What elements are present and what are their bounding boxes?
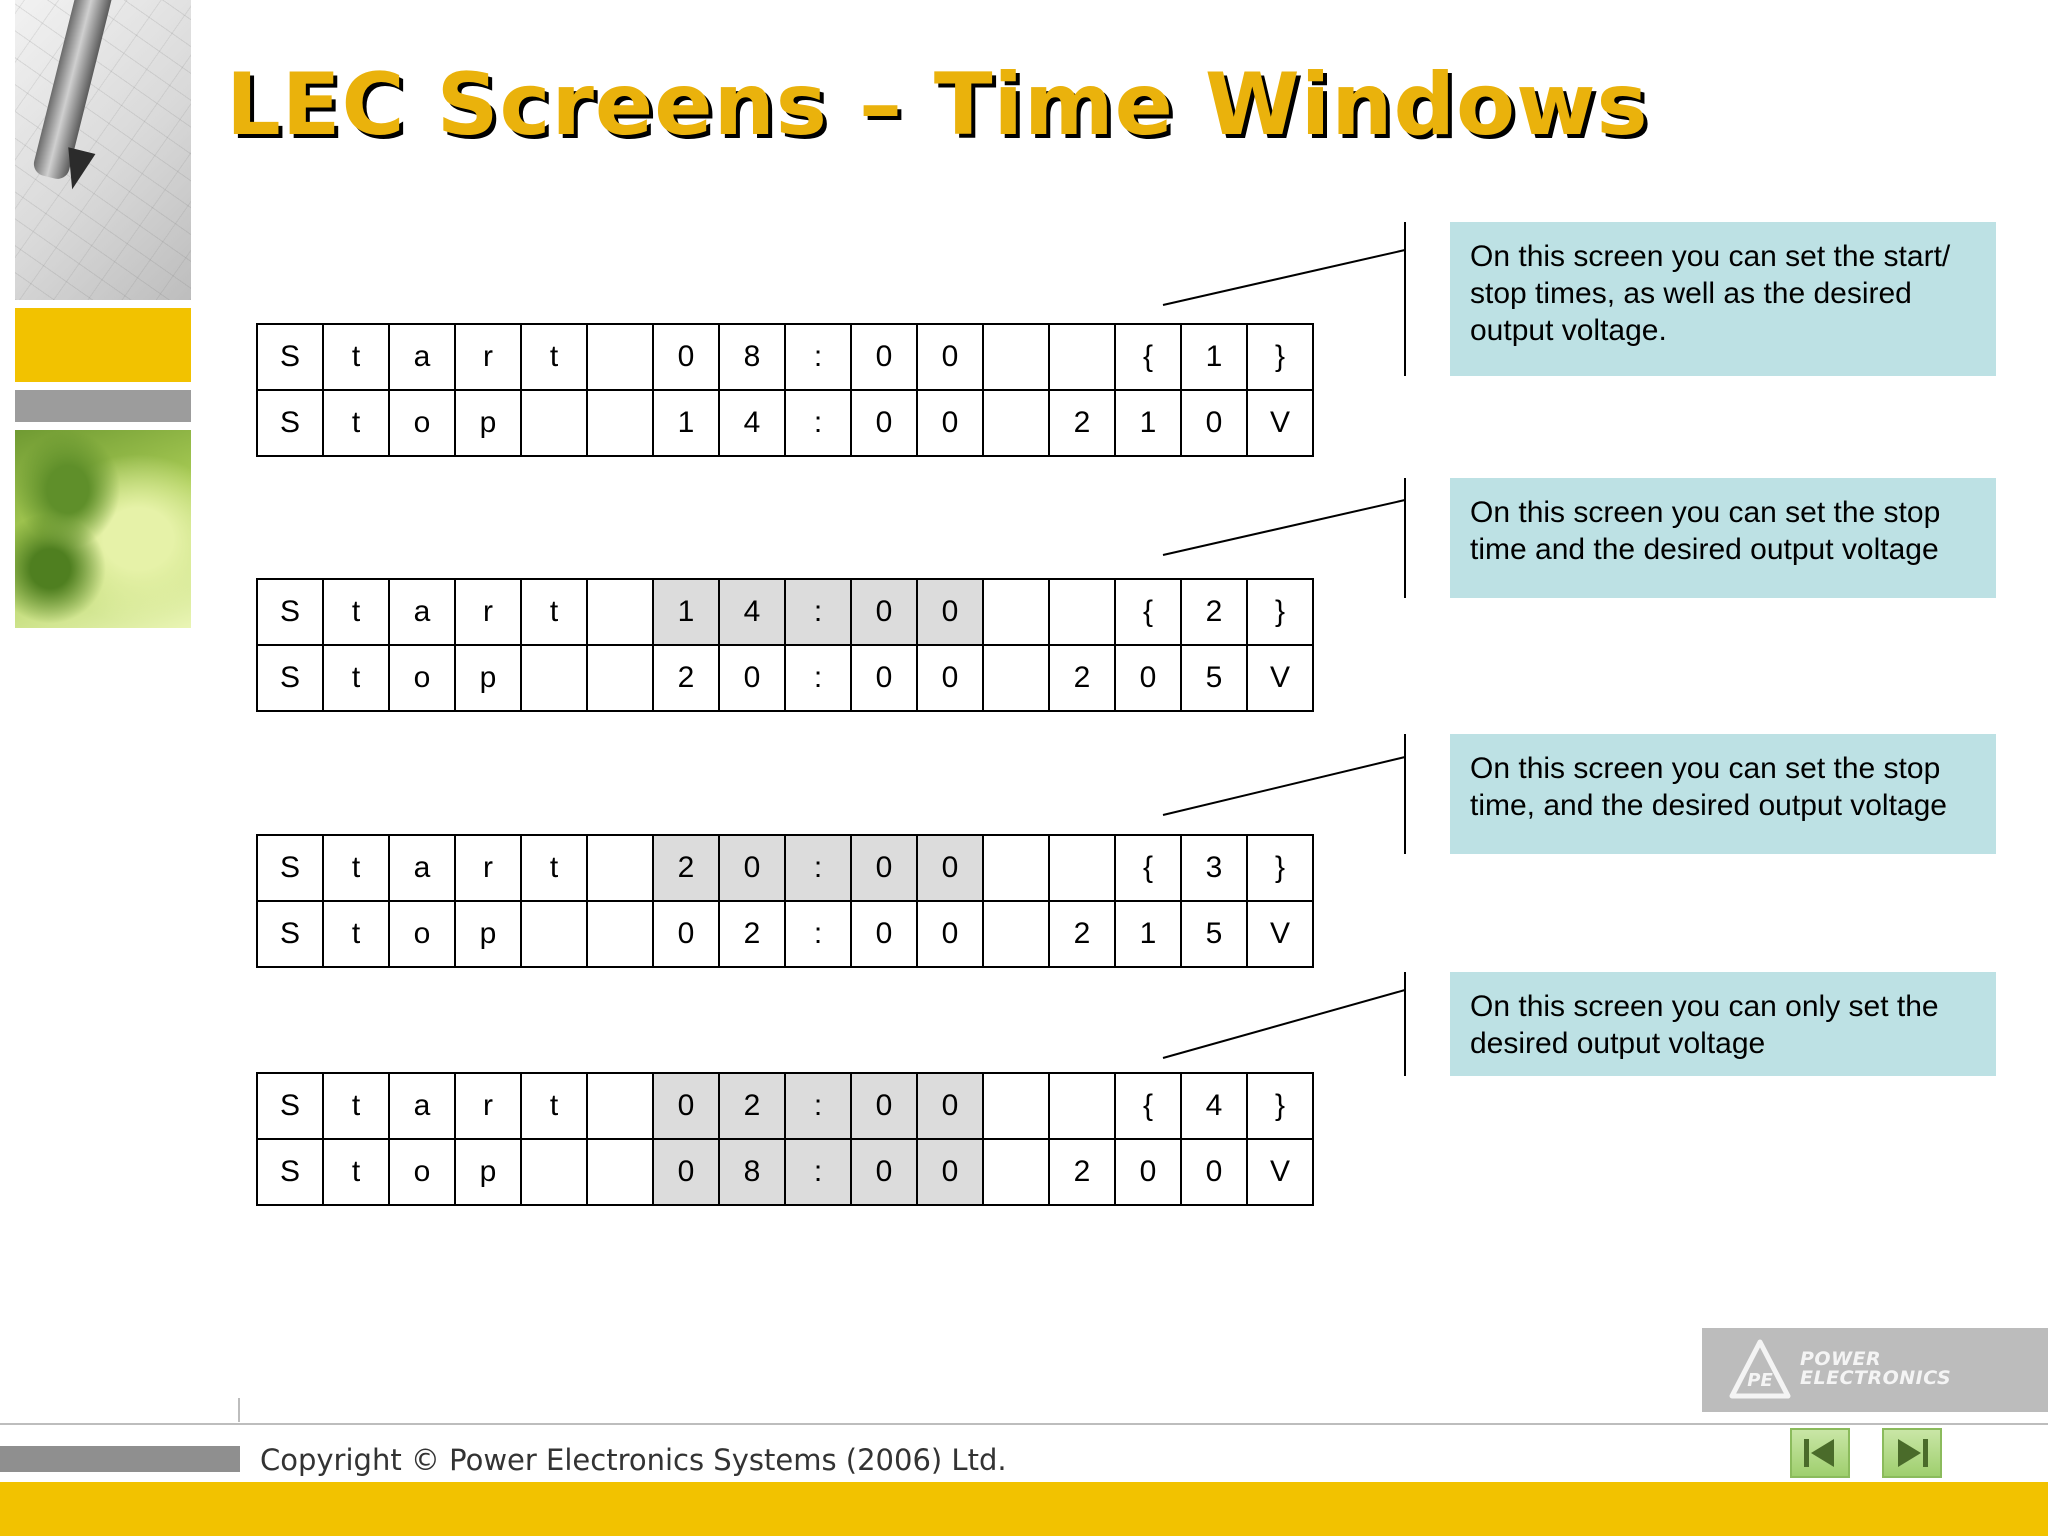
lcd-cell: 0: [851, 835, 917, 901]
lcd-cell: :: [785, 1073, 851, 1139]
lcd-cell: a: [389, 1073, 455, 1139]
lcd-cell: t: [521, 579, 587, 645]
lcd-cell: a: [389, 835, 455, 901]
lcd-cell: [587, 390, 653, 456]
lcd-cell: :: [785, 835, 851, 901]
lcd-cell: 5: [1181, 645, 1247, 711]
lcd-screen-3: [256, 834, 1314, 968]
lcd-cell: [521, 901, 587, 967]
lcd-row: [257, 390, 1313, 456]
lcd-cell: 0: [653, 1073, 719, 1139]
lcd-cell: 8: [719, 1139, 785, 1205]
lcd-cell: r: [455, 835, 521, 901]
lcd-cell: [983, 1073, 1049, 1139]
lcd-cell: [587, 324, 653, 390]
callout-bracket-1: [1404, 222, 1406, 376]
lcd-cell: 0: [917, 579, 983, 645]
lcd-cell: [587, 645, 653, 711]
lcd-cell: 1: [653, 390, 719, 456]
lcd-screen-1: [256, 323, 1314, 457]
lcd-cell: [983, 1139, 1049, 1205]
lcd-cell: t: [323, 579, 389, 645]
lcd-cell: V: [1247, 645, 1313, 711]
lcd-cell: 1: [1181, 324, 1247, 390]
lcd-cell: 2: [1049, 645, 1115, 711]
lcd-cell: V: [1247, 901, 1313, 967]
lcd-cell: t: [323, 901, 389, 967]
lcd-cell: a: [389, 324, 455, 390]
lcd-cell: p: [455, 901, 521, 967]
lcd-cell: S: [257, 390, 323, 456]
lcd-cell: 2: [653, 645, 719, 711]
lcd-cell: [1049, 324, 1115, 390]
lcd-cell: [587, 835, 653, 901]
lcd-cell: :: [785, 579, 851, 645]
footer-yellow-band: [0, 1482, 2048, 1536]
lcd-cell: S: [257, 835, 323, 901]
lcd-cell: 0: [851, 901, 917, 967]
lcd-cell: t: [323, 1073, 389, 1139]
note-screen-3: On this screen you can set the stop time, and the desired output voltage: [1450, 734, 1996, 854]
lcd-cell: p: [455, 1139, 521, 1205]
lcd-row: [257, 1073, 1313, 1139]
lcd-cell: {: [1115, 835, 1181, 901]
lcd-cell: [1049, 835, 1115, 901]
lcd-cell: 0: [851, 645, 917, 711]
lcd-cell: 0: [851, 579, 917, 645]
lcd-cell: }: [1247, 835, 1313, 901]
note-screen-1: On this screen you can set the start/ stop times, as well as the desired output voltage.: [1450, 222, 1996, 376]
skip-back-icon: [1792, 1430, 1848, 1476]
lcd-cell: 0: [917, 645, 983, 711]
lcd-cell: 4: [719, 579, 785, 645]
note-screen-2: On this screen you can set the stop time and the desired output voltage: [1450, 478, 1996, 598]
copyright-text: Copyright © Power Electronics Systems (2006) Ltd.: [260, 1443, 1007, 1477]
lcd-cell: :: [785, 390, 851, 456]
lcd-cell: :: [785, 1139, 851, 1205]
lcd-cell: V: [1247, 1139, 1313, 1205]
lcd-cell: 2: [1049, 390, 1115, 456]
next-slide-button[interactable]: [1882, 1428, 1942, 1478]
lcd-cell: {: [1115, 1073, 1181, 1139]
lcd-cell: [587, 579, 653, 645]
lcd-cell: t: [323, 645, 389, 711]
lcd-cell: 0: [1181, 390, 1247, 456]
lcd-cell: 2: [719, 901, 785, 967]
lcd-cell: [983, 324, 1049, 390]
lcd-screen-2: [256, 578, 1314, 712]
lcd-cell: r: [455, 579, 521, 645]
previous-slide-button[interactable]: [1790, 1428, 1850, 1478]
lcd-cell: p: [455, 645, 521, 711]
lcd-cell: r: [455, 324, 521, 390]
lcd-cell: [521, 645, 587, 711]
lcd-cell: S: [257, 1073, 323, 1139]
lcd-cell: 0: [917, 901, 983, 967]
lcd-cell: t: [323, 324, 389, 390]
lcd-cell: 0: [917, 324, 983, 390]
lcd-cell: S: [257, 324, 323, 390]
lcd-cell: 0: [719, 835, 785, 901]
lcd-cell: 0: [1115, 1139, 1181, 1205]
lcd-cell: o: [389, 1139, 455, 1205]
lcd-cell: [1049, 579, 1115, 645]
lcd-cell: 0: [653, 901, 719, 967]
lcd-cell: 0: [851, 1139, 917, 1205]
lcd-cell: S: [257, 901, 323, 967]
lcd-cell: [521, 390, 587, 456]
lcd-row: [257, 579, 1313, 645]
lcd-cell: {: [1115, 324, 1181, 390]
logo-mark-icon: [1728, 1338, 1792, 1402]
footer-tick: [238, 1398, 240, 1422]
lcd-cell: S: [257, 579, 323, 645]
lcd-cell: t: [521, 835, 587, 901]
lcd-cell: :: [785, 645, 851, 711]
lcd-cell: V: [1247, 390, 1313, 456]
lcd-cell: t: [323, 390, 389, 456]
lcd-cell: [983, 645, 1049, 711]
lcd-cell: o: [389, 901, 455, 967]
lcd-cell: 2: [1181, 579, 1247, 645]
lcd-row: [257, 1139, 1313, 1205]
lcd-cell: p: [455, 390, 521, 456]
lcd-cell: a: [389, 579, 455, 645]
lcd-cell: 0: [851, 390, 917, 456]
lcd-cell: 0: [917, 390, 983, 456]
lcd-cell: 1: [1115, 901, 1181, 967]
lcd-cell: 2: [653, 835, 719, 901]
lcd-cell: 5: [1181, 901, 1247, 967]
lcd-cell: 0: [917, 1139, 983, 1205]
lcd-cell: [521, 1139, 587, 1205]
logo-text: [1800, 1350, 1951, 1388]
callout-bracket-4: [1404, 972, 1406, 1076]
lcd-cell: 4: [719, 390, 785, 456]
footer-gray-bar: [0, 1446, 240, 1472]
lcd-cell: {: [1115, 579, 1181, 645]
company-logo: [1702, 1328, 2048, 1412]
lcd-cell: 0: [851, 324, 917, 390]
lcd-cell: 0: [653, 1139, 719, 1205]
lcd-cell: t: [323, 1139, 389, 1205]
lcd-cell: t: [521, 1073, 587, 1139]
lcd-cell: o: [389, 645, 455, 711]
lcd-cell: 0: [653, 324, 719, 390]
skip-forward-icon: [1884, 1430, 1940, 1476]
lcd-cell: 1: [1115, 390, 1181, 456]
lcd-cell: 1: [653, 579, 719, 645]
logo-line-2: ELECTRONICS: [1800, 1367, 1952, 1389]
callout-bracket-3: [1404, 734, 1406, 854]
lcd-cell: 0: [1181, 1139, 1247, 1205]
lcd-cell: [587, 901, 653, 967]
lcd-cell: [983, 835, 1049, 901]
svg-text:PE: PE: [1747, 1370, 1773, 1391]
lcd-cell: 2: [1049, 1139, 1115, 1205]
footer-divider: [0, 1423, 2048, 1425]
lcd-cell: :: [785, 901, 851, 967]
lcd-row: [257, 901, 1313, 967]
lcd-cell: 0: [719, 645, 785, 711]
lcd-cell: :: [785, 324, 851, 390]
lcd-cell: r: [455, 1073, 521, 1139]
lcd-cell: 2: [719, 1073, 785, 1139]
lcd-cell: }: [1247, 579, 1313, 645]
lcd-row: [257, 835, 1313, 901]
lcd-cell: [983, 901, 1049, 967]
lcd-cell: [1049, 1073, 1115, 1139]
lcd-cell: 3: [1181, 835, 1247, 901]
lcd-screen-4: [256, 1072, 1314, 1206]
lcd-row: [257, 324, 1313, 390]
lcd-cell: 8: [719, 324, 785, 390]
lcd-cell: 0: [1115, 645, 1181, 711]
lcd-cell: 2: [1049, 901, 1115, 967]
slide-title: LEC Screens – Time Windows: [226, 55, 1649, 155]
logo-line-1: POWER: [1800, 1348, 1882, 1370]
lcd-cell: o: [389, 390, 455, 456]
callout-bracket-2: [1404, 478, 1406, 598]
lcd-cell: 0: [851, 1073, 917, 1139]
lcd-cell: }: [1247, 1073, 1313, 1139]
lcd-cell: [587, 1139, 653, 1205]
lcd-cell: 4: [1181, 1073, 1247, 1139]
lcd-cell: t: [521, 324, 587, 390]
lcd-cell: [587, 1073, 653, 1139]
lcd-row: [257, 645, 1313, 711]
lcd-cell: t: [323, 835, 389, 901]
lcd-cell: 0: [917, 835, 983, 901]
note-screen-4: On this screen you can only set the desired output voltage: [1450, 972, 1996, 1076]
lcd-cell: }: [1247, 324, 1313, 390]
lcd-cell: [983, 390, 1049, 456]
lcd-cell: S: [257, 1139, 323, 1205]
lcd-cell: [983, 579, 1049, 645]
lcd-cell: 0: [917, 1073, 983, 1139]
lcd-cell: S: [257, 645, 323, 711]
